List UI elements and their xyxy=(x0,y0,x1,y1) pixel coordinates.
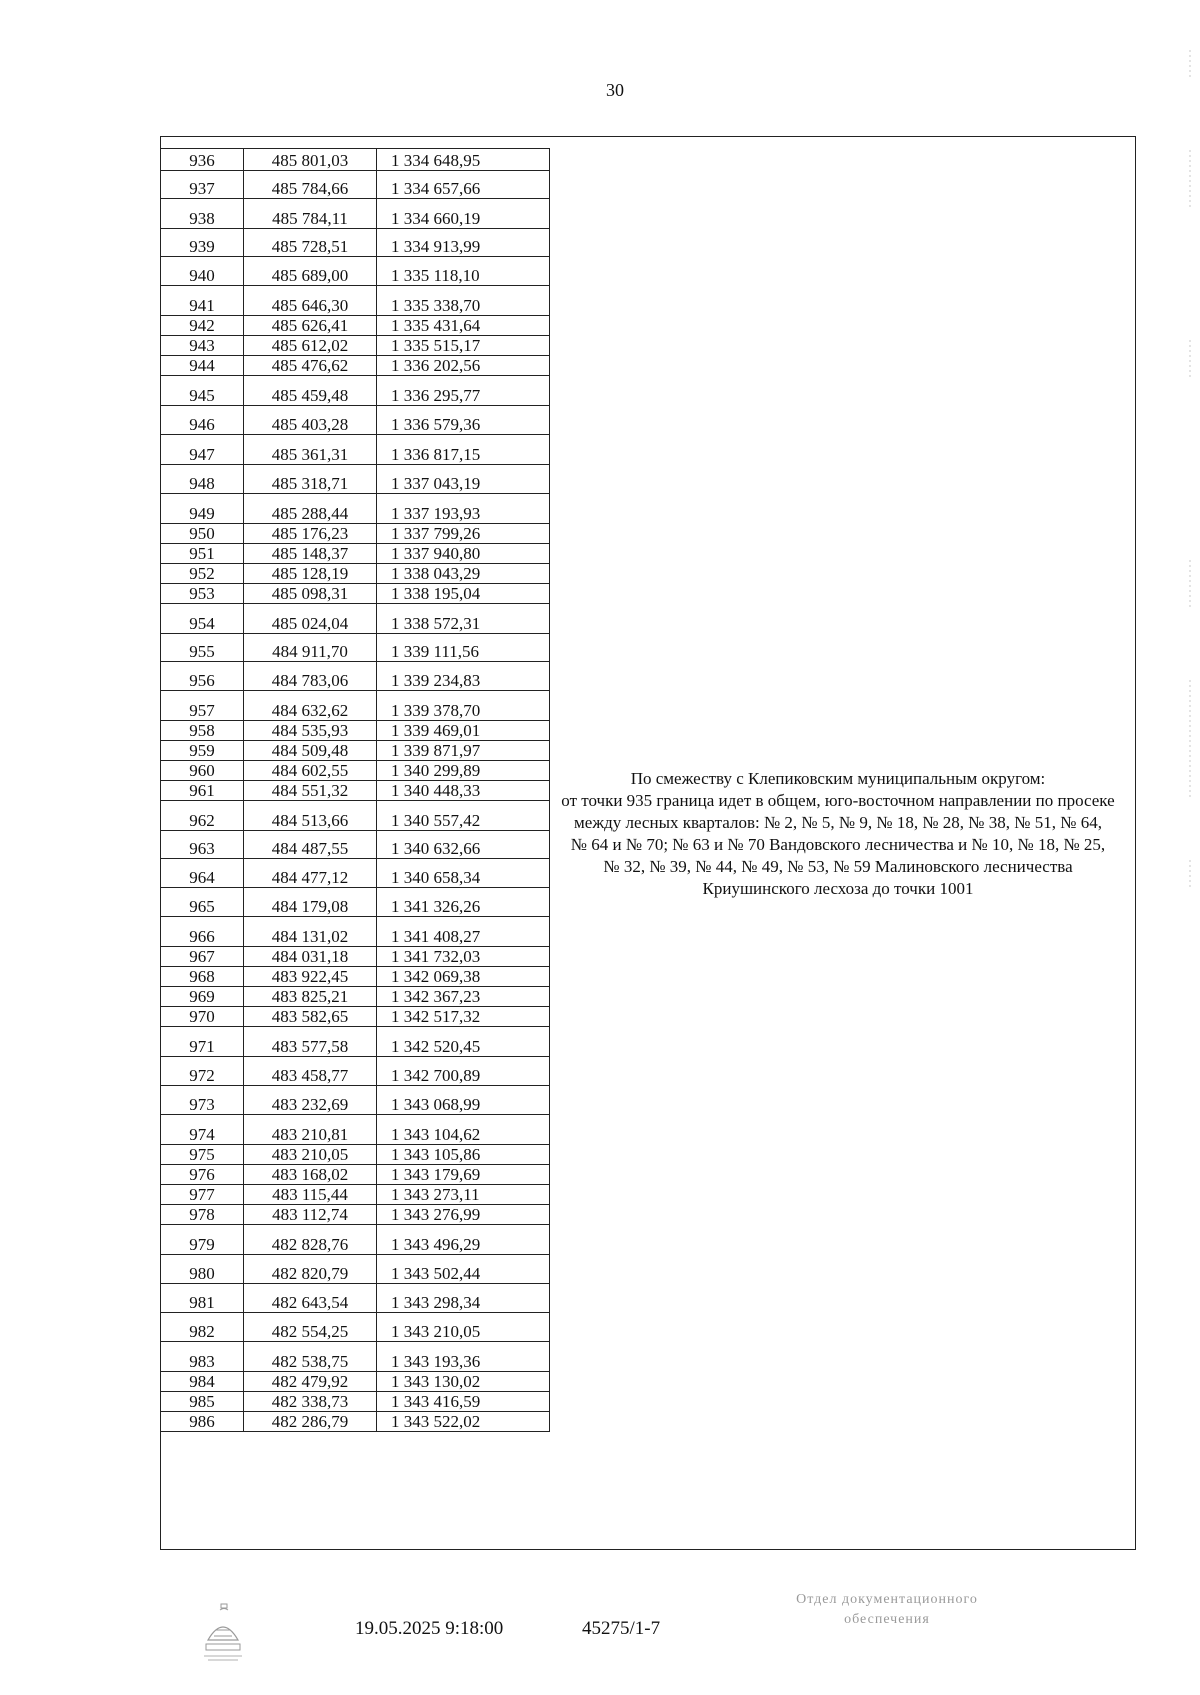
table-row xyxy=(161,781,550,801)
point-number-cell: 946 xyxy=(161,406,244,435)
point-number-cell: 943 xyxy=(161,336,244,356)
table-row xyxy=(161,604,550,634)
x-coordinate-cell: 483 115,44 xyxy=(244,1185,377,1205)
table-row xyxy=(161,494,550,524)
y-coordinate-cell: 1 343 416,59 xyxy=(377,1392,550,1412)
y-coordinate-cell: 1 337 043,19 xyxy=(377,465,550,494)
table-row xyxy=(161,721,550,741)
point-number-cell: 967 xyxy=(161,947,244,967)
point-number-cell: 978 xyxy=(161,1205,244,1225)
page-number: 30 xyxy=(606,80,624,100)
x-coordinate-cell: 485 024,04 xyxy=(244,604,377,634)
point-number-cell: 951 xyxy=(161,544,244,564)
x-coordinate-cell: 485 459,48 xyxy=(244,376,377,406)
x-coordinate-cell: 484 535,93 xyxy=(244,721,377,741)
y-coordinate-cell: 1 337 193,93 xyxy=(377,494,550,524)
x-coordinate-cell: 483 922,45 xyxy=(244,967,377,987)
point-number-cell: 968 xyxy=(161,967,244,987)
point-number-cell: 962 xyxy=(161,801,244,831)
point-number-cell: 979 xyxy=(161,1225,244,1255)
table-row xyxy=(161,356,550,376)
x-coordinate-cell: 484 551,32 xyxy=(244,781,377,801)
point-number-cell: 953 xyxy=(161,584,244,604)
y-coordinate-cell: 1 339 111,56 xyxy=(377,634,550,662)
x-coordinate-cell: 483 232,69 xyxy=(244,1086,377,1115)
x-coordinate-cell: 484 487,55 xyxy=(244,831,377,859)
x-coordinate-cell: 485 801,03 xyxy=(244,149,377,171)
x-coordinate-cell: 483 112,74 xyxy=(244,1205,377,1225)
point-number-cell: 961 xyxy=(161,781,244,801)
y-coordinate-cell: 1 343 502,44 xyxy=(377,1255,550,1284)
y-coordinate-cell: 1 335 515,17 xyxy=(377,336,550,356)
x-coordinate-cell: 484 477,12 xyxy=(244,859,377,888)
point-number-cell: 939 xyxy=(161,229,244,257)
archive-stamp-logo-icon xyxy=(200,1600,246,1664)
x-coordinate-cell: 483 577,58 xyxy=(244,1027,377,1057)
y-coordinate-cell: 1 340 557,42 xyxy=(377,801,550,831)
table-row xyxy=(161,406,550,435)
x-coordinate-cell: 484 031,18 xyxy=(244,947,377,967)
y-coordinate-cell: 1 342 700,89 xyxy=(377,1057,550,1086)
table-row xyxy=(161,465,550,494)
table-row xyxy=(161,741,550,761)
table-row xyxy=(161,1284,550,1313)
x-coordinate-cell: 482 338,73 xyxy=(244,1392,377,1412)
x-coordinate-cell: 483 210,81 xyxy=(244,1115,377,1145)
y-coordinate-cell: 1 343 068,99 xyxy=(377,1086,550,1115)
y-coordinate-cell: 1 343 276,99 xyxy=(377,1205,550,1225)
point-number-cell: 949 xyxy=(161,494,244,524)
table-row xyxy=(161,947,550,967)
table-row xyxy=(161,1412,550,1432)
x-coordinate-cell: 485 361,31 xyxy=(244,435,377,465)
table-row xyxy=(161,257,550,286)
table-row xyxy=(161,524,550,544)
x-coordinate-cell: 484 179,08 xyxy=(244,888,377,917)
table-row xyxy=(161,831,550,859)
x-coordinate-cell: 482 820,79 xyxy=(244,1255,377,1284)
y-coordinate-cell: 1 334 657,66 xyxy=(377,171,550,199)
x-coordinate-cell: 485 646,30 xyxy=(244,286,377,316)
point-number-cell: 975 xyxy=(161,1145,244,1165)
x-coordinate-cell: 482 554,25 xyxy=(244,1313,377,1342)
point-number-cell: 963 xyxy=(161,831,244,859)
y-coordinate-cell: 1 334 660,19 xyxy=(377,199,550,229)
coordinates-table xyxy=(160,148,550,1432)
x-coordinate-cell: 484 513,66 xyxy=(244,801,377,831)
table-row xyxy=(161,859,550,888)
table-row xyxy=(161,171,550,199)
table-row xyxy=(161,376,550,406)
table-row xyxy=(161,149,550,171)
x-coordinate-cell: 482 538,75 xyxy=(244,1342,377,1372)
point-number-cell: 980 xyxy=(161,1255,244,1284)
table-row xyxy=(161,1115,550,1145)
y-coordinate-cell: 1 340 632,66 xyxy=(377,831,550,859)
table-row xyxy=(161,1372,550,1392)
table-row xyxy=(161,917,550,947)
table-row xyxy=(161,691,550,721)
point-number-cell: 941 xyxy=(161,286,244,316)
y-coordinate-cell: 1 337 940,80 xyxy=(377,544,550,564)
description-line: от точки 935 граница идет в общем, юго-восточном направлении по просеке xyxy=(561,791,1115,810)
table-row xyxy=(161,1057,550,1086)
y-coordinate-cell: 1 341 326,26 xyxy=(377,888,550,917)
footer-document-number: 45275/1-7 xyxy=(582,1618,661,1639)
description-line: между лесных кварталов: № 2, № 5, № 9, № 18, № 28, № 38, № 51, № 64, xyxy=(574,813,1102,832)
point-number-cell: 970 xyxy=(161,1007,244,1027)
y-coordinate-cell: 1 336 295,77 xyxy=(377,376,550,406)
table-row xyxy=(161,662,550,691)
y-coordinate-cell: 1 335 431,64 xyxy=(377,316,550,336)
point-number-cell: 972 xyxy=(161,1057,244,1086)
x-coordinate-cell: 483 210,05 xyxy=(244,1145,377,1165)
table-row xyxy=(161,888,550,917)
point-number-cell: 950 xyxy=(161,524,244,544)
table-row xyxy=(161,1165,550,1185)
point-number-cell: 938 xyxy=(161,199,244,229)
y-coordinate-cell: 1 343 298,34 xyxy=(377,1284,550,1313)
point-number-cell: 973 xyxy=(161,1086,244,1115)
y-coordinate-cell: 1 342 069,38 xyxy=(377,967,550,987)
y-coordinate-cell: 1 342 520,45 xyxy=(377,1027,550,1057)
table-row xyxy=(161,987,550,1007)
point-number-cell: 986 xyxy=(161,1412,244,1432)
y-coordinate-cell: 1 336 202,56 xyxy=(377,356,550,376)
point-number-cell: 956 xyxy=(161,662,244,691)
table-row xyxy=(161,1392,550,1412)
table-row xyxy=(161,584,550,604)
table-row xyxy=(161,801,550,831)
point-number-cell: 971 xyxy=(161,1027,244,1057)
point-number-cell: 952 xyxy=(161,564,244,584)
y-coordinate-cell: 1 338 195,04 xyxy=(377,584,550,604)
y-coordinate-cell: 1 335 338,70 xyxy=(377,286,550,316)
x-coordinate-cell: 484 509,48 xyxy=(244,741,377,761)
point-number-cell: 969 xyxy=(161,987,244,1007)
y-coordinate-cell: 1 338 043,29 xyxy=(377,564,550,584)
table-row xyxy=(161,1225,550,1255)
point-number-cell: 958 xyxy=(161,721,244,741)
point-number-cell: 964 xyxy=(161,859,244,888)
y-coordinate-cell: 1 343 130,02 xyxy=(377,1372,550,1392)
point-number-cell: 977 xyxy=(161,1185,244,1205)
table-row xyxy=(161,336,550,356)
point-number-cell: 966 xyxy=(161,917,244,947)
y-coordinate-cell: 1 339 871,97 xyxy=(377,741,550,761)
table-row xyxy=(161,199,550,229)
x-coordinate-cell: 482 479,92 xyxy=(244,1372,377,1392)
y-coordinate-cell: 1 343 496,29 xyxy=(377,1225,550,1255)
point-number-cell: 957 xyxy=(161,691,244,721)
table-row xyxy=(161,286,550,316)
y-coordinate-cell: 1 343 104,62 xyxy=(377,1115,550,1145)
table-row xyxy=(161,761,550,781)
x-coordinate-cell: 483 458,77 xyxy=(244,1057,377,1086)
description-line: По смежеству с Клепиковским муниципальным округом: xyxy=(630,769,1046,788)
x-coordinate-cell: 484 602,55 xyxy=(244,761,377,781)
table-row xyxy=(161,1185,550,1205)
table-row xyxy=(161,1205,550,1225)
point-number-cell: 955 xyxy=(161,634,244,662)
y-coordinate-cell: 1 343 193,36 xyxy=(377,1342,550,1372)
x-coordinate-cell: 485 098,31 xyxy=(244,584,377,604)
point-number-cell: 981 xyxy=(161,1284,244,1313)
y-coordinate-cell: 1 340 299,89 xyxy=(377,761,550,781)
table-row xyxy=(161,435,550,465)
x-coordinate-cell: 482 828,76 xyxy=(244,1225,377,1255)
table-row xyxy=(161,1313,550,1342)
y-coordinate-cell: 1 338 572,31 xyxy=(377,604,550,634)
x-coordinate-cell: 485 784,11 xyxy=(244,199,377,229)
point-number-cell: 940 xyxy=(161,257,244,286)
table-row xyxy=(161,1007,550,1027)
point-number-cell: 984 xyxy=(161,1372,244,1392)
point-number-cell: 965 xyxy=(161,888,244,917)
y-coordinate-cell: 1 342 367,23 xyxy=(377,987,550,1007)
point-number-cell: 937 xyxy=(161,171,244,199)
x-coordinate-cell: 483 168,02 xyxy=(244,1165,377,1185)
x-coordinate-cell: 485 476,62 xyxy=(244,356,377,376)
table-row xyxy=(161,1145,550,1165)
y-coordinate-cell: 1 340 658,34 xyxy=(377,859,550,888)
description-line: № 64 и № 70; № 63 и № 70 Вандовского лесничества и № 10, № 18, № 25, xyxy=(570,835,1106,854)
point-number-cell: 945 xyxy=(161,376,244,406)
y-coordinate-cell: 1 339 234,83 xyxy=(377,662,550,691)
x-coordinate-cell: 484 632,62 xyxy=(244,691,377,721)
x-coordinate-cell: 483 582,65 xyxy=(244,1007,377,1027)
point-number-cell: 944 xyxy=(161,356,244,376)
x-coordinate-cell: 485 176,23 xyxy=(244,524,377,544)
point-number-cell: 960 xyxy=(161,761,244,781)
table-row xyxy=(161,1255,550,1284)
boundary-sheet xyxy=(160,136,1136,1550)
x-coordinate-cell: 485 148,37 xyxy=(244,544,377,564)
y-coordinate-cell: 1 336 817,15 xyxy=(377,435,550,465)
y-coordinate-cell: 1 336 579,36 xyxy=(377,406,550,435)
y-coordinate-cell: 1 340 448,33 xyxy=(377,781,550,801)
y-coordinate-cell: 1 343 273,11 xyxy=(377,1185,550,1205)
y-coordinate-cell: 1 341 732,03 xyxy=(377,947,550,967)
footer-date: 19.05.2025 9:18:00 xyxy=(355,1618,504,1639)
x-coordinate-cell: 483 825,21 xyxy=(244,987,377,1007)
point-number-cell: 948 xyxy=(161,465,244,494)
x-coordinate-cell: 485 626,41 xyxy=(244,316,377,336)
y-coordinate-cell: 1 334 648,95 xyxy=(377,149,550,171)
point-number-cell: 976 xyxy=(161,1165,244,1185)
x-coordinate-cell: 485 288,44 xyxy=(244,494,377,524)
x-coordinate-cell: 485 128,19 xyxy=(244,564,377,584)
y-coordinate-cell: 1 343 210,05 xyxy=(377,1313,550,1342)
table-row xyxy=(161,564,550,584)
table-row xyxy=(161,316,550,336)
table-row xyxy=(161,1086,550,1115)
footer-department-stamp xyxy=(742,1590,1032,1630)
table-row xyxy=(161,1027,550,1057)
y-coordinate-cell: 1 335 118,10 xyxy=(377,257,550,286)
y-coordinate-cell: 1 343 105,86 xyxy=(377,1145,550,1165)
y-coordinate-cell: 1 337 799,26 xyxy=(377,524,550,544)
y-coordinate-cell: 1 342 517,32 xyxy=(377,1007,550,1027)
x-coordinate-cell: 485 318,71 xyxy=(244,465,377,494)
x-coordinate-cell: 482 286,79 xyxy=(244,1412,377,1432)
y-coordinate-cell: 1 341 408,27 xyxy=(377,917,550,947)
y-coordinate-cell: 1 339 469,01 xyxy=(377,721,550,741)
point-number-cell: 947 xyxy=(161,435,244,465)
x-coordinate-cell: 484 783,06 xyxy=(244,662,377,691)
x-coordinate-cell: 485 403,28 xyxy=(244,406,377,435)
point-number-cell: 982 xyxy=(161,1313,244,1342)
boundary-description xyxy=(540,768,1136,900)
scan-edge-marks xyxy=(1186,40,1194,940)
point-number-cell: 936 xyxy=(161,149,244,171)
description-line: Криушинского лесхоза до точки 1001 xyxy=(702,879,974,898)
x-coordinate-cell: 482 643,54 xyxy=(244,1284,377,1313)
table-row xyxy=(161,1342,550,1372)
point-number-cell: 942 xyxy=(161,316,244,336)
y-coordinate-cell: 1 334 913,99 xyxy=(377,229,550,257)
description-line: № 32, № 39, № 44, № 49, № 53, № 59 Малиновского лесничества xyxy=(603,857,1073,876)
department-line: обеспечения xyxy=(844,1612,930,1627)
point-number-cell: 959 xyxy=(161,741,244,761)
x-coordinate-cell: 485 689,00 xyxy=(244,257,377,286)
y-coordinate-cell: 1 343 179,69 xyxy=(377,1165,550,1185)
y-coordinate-cell: 1 343 522,02 xyxy=(377,1412,550,1432)
point-number-cell: 983 xyxy=(161,1342,244,1372)
department-line: Отдел документационного xyxy=(796,1592,978,1607)
table-row xyxy=(161,544,550,564)
table-row xyxy=(161,634,550,662)
table-row xyxy=(161,967,550,987)
table-row xyxy=(161,229,550,257)
x-coordinate-cell: 485 612,02 xyxy=(244,336,377,356)
coordinates-table-body xyxy=(161,149,550,1432)
x-coordinate-cell: 485 784,66 xyxy=(244,171,377,199)
point-number-cell: 974 xyxy=(161,1115,244,1145)
x-coordinate-cell: 484 911,70 xyxy=(244,634,377,662)
y-coordinate-cell: 1 339 378,70 xyxy=(377,691,550,721)
x-coordinate-cell: 485 728,51 xyxy=(244,229,377,257)
x-coordinate-cell: 484 131,02 xyxy=(244,917,377,947)
point-number-cell: 954 xyxy=(161,604,244,634)
point-number-cell: 985 xyxy=(161,1392,244,1412)
